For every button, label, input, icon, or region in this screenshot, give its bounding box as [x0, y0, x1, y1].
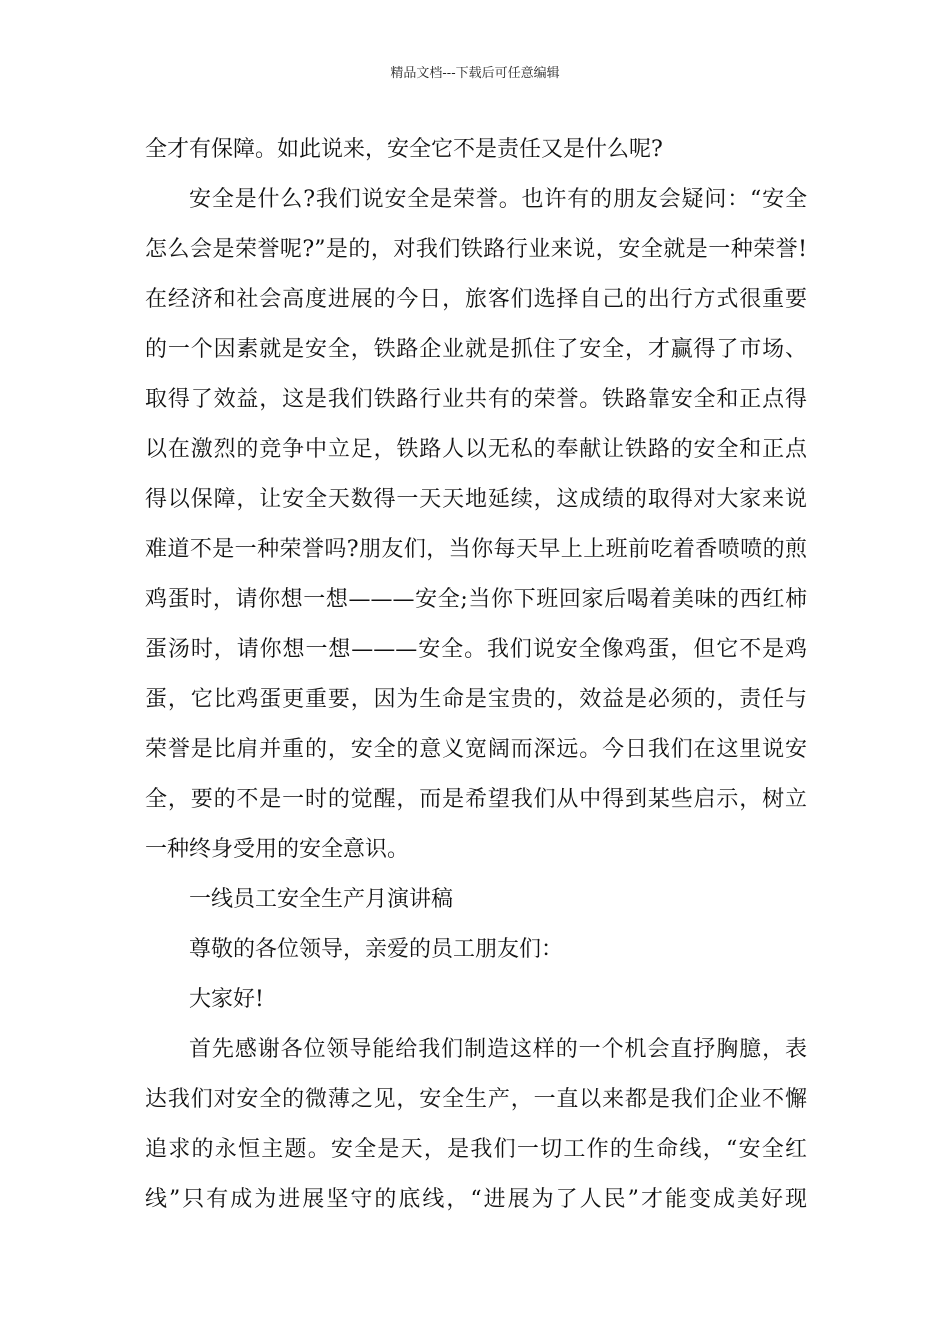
- text-line: 首先感谢各位领导能给我们制造这样的一个机会直抒胸臆，表: [189, 1037, 807, 1062]
- text-line: 达我们对安全的微薄之见，安全生产，一直以来都是我们企业不懈: [145, 1087, 807, 1112]
- text-line: 安全是什么?我们说安全是荣誉。也许有的朋友会疑问：“安全: [189, 187, 807, 212]
- text-line: 在经济和社会高度进展的今日，旅客们选择自己的出行方式很重要: [145, 287, 807, 312]
- text-line: 尊敬的各位领导，亲爱的员工朋友们：: [189, 937, 564, 962]
- text-line: 一种终身受用的安全意识。: [145, 837, 410, 862]
- text-line: 大家好!: [189, 987, 264, 1012]
- document-body: [145, 125, 807, 1225]
- page-header: 精品文档---下载后可任意编辑: [390, 66, 560, 81]
- text-line: 荣誉是比肩并重的，安全的意义宽阔而深远。今日我们在这里说安: [145, 737, 807, 762]
- text-line: 难道不是一种荣誉吗?朋友们，当你每天早上上班前吃着香喷喷的煎: [145, 537, 807, 562]
- text-line: 以在激烈的竞争中立足，铁路人以无私的奉献让铁路的安全和正点: [145, 437, 807, 462]
- text-line: 鸡蛋时，请你想一想———安全;当你下班回家后喝着美味的西红柿: [145, 587, 807, 612]
- text-line: 全才有保障。如此说来，安全它不是责任又是什么呢?: [145, 137, 663, 162]
- text-line: 线”只有成为进展坚守的底线，“进展为了人民”才能变成美好现: [145, 1187, 807, 1212]
- text-line: 怎么会是荣誉呢?”是的，对我们铁路行业来说，安全就是一种荣誉!: [145, 237, 807, 262]
- text-line: 全，要的不是一时的觉醒，而是希望我们从中得到某些启示，树立: [145, 787, 807, 812]
- text-line: 蛋汤时，请你想一想———安全。我们说安全像鸡蛋，但它不是鸡: [145, 637, 807, 662]
- text-line: 得以保障，让安全天数得一天天地延续，这成绩的取得对大家来说: [145, 487, 807, 512]
- text-line: 蛋，它比鸡蛋更重要，因为生命是宝贵的，效益是必须的，责任与: [145, 687, 807, 712]
- text-line: 的一个因素就是安全，铁路企业就是抓住了安全，才赢得了市场、: [145, 337, 807, 362]
- text-line: 追求的永恒主题。安全是天，是我们一切工作的生命线，“安全红: [145, 1137, 807, 1162]
- text-line: 一线员工安全生产月演讲稿: [189, 887, 454, 912]
- text-line: 取得了效益，这是我们铁路行业共有的荣誉。铁路靠安全和正点得: [145, 387, 807, 412]
